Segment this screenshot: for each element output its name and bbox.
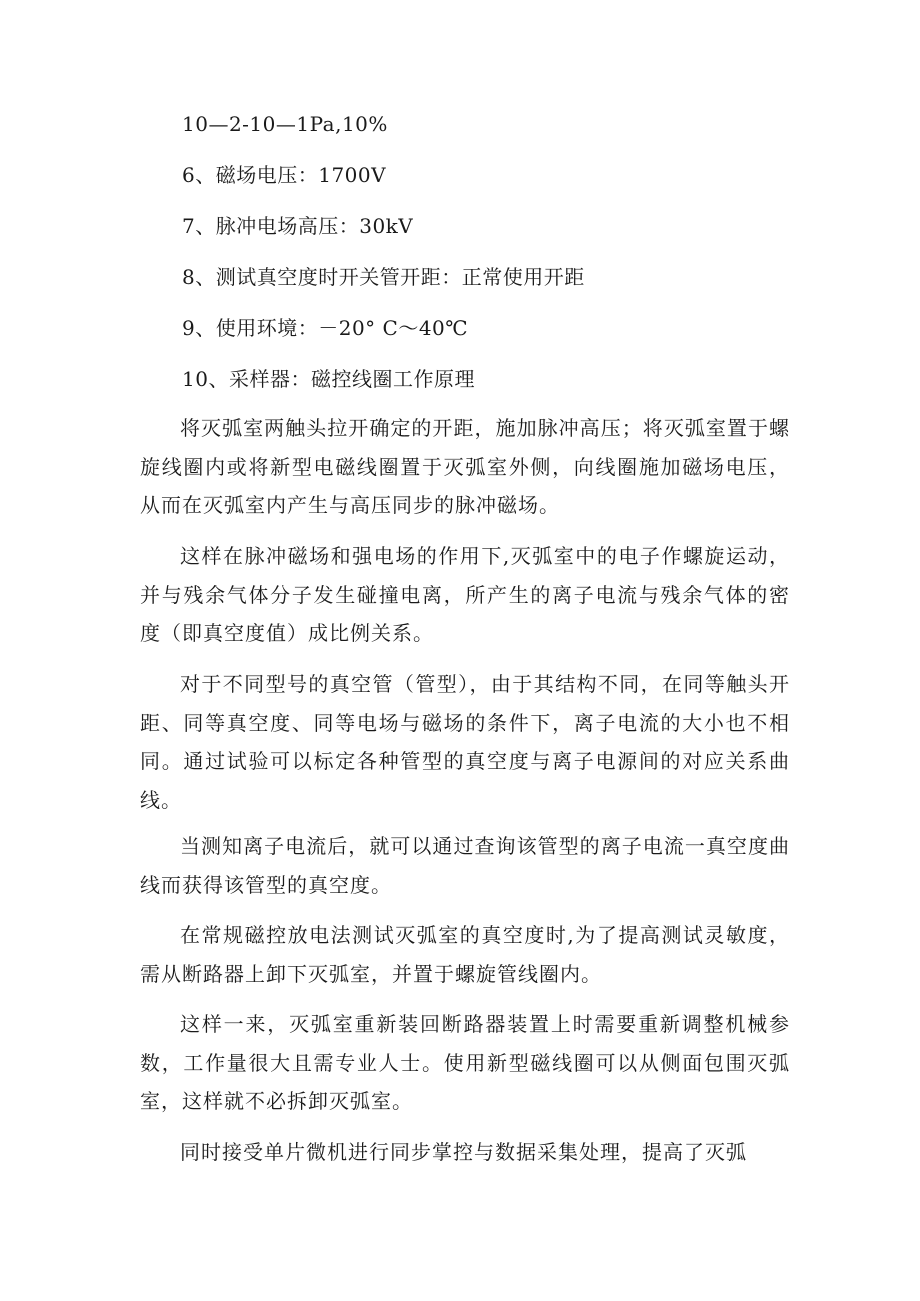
spec-line-environment: 9、使用环境：－20° C～40℃ bbox=[182, 316, 469, 340]
paragraph-lookup-curve: 当测知离子电流后，就可以通过查询该管型的离子电流一真空度曲线而获得该管型的真空度。 bbox=[140, 834, 790, 897]
paragraph-ionization: 这样在脉冲磁场和强电场的作用下,灭弧室中的电子作螺旋运动，并与残余气体分子发生碰撞电离，所产生的离子电流与残余气体的密度（即真空度值）成比例关系。 bbox=[140, 544, 790, 645]
paragraph-tube-types: 对于不同型号的真空管（管型），由于其结构不同，在同等触头开距、同等真空度、同等电场与磁场的条件下，离子电流的大小也不相同。通过试验可以标定各种管型的真空度与离子电源间的对应关系曲线。 bbox=[140, 672, 790, 812]
spec-line-pulse-voltage: 7、脉冲电场高压：30kV bbox=[182, 214, 414, 238]
spec-line-pressure: 10—2-10—1Pa,10% bbox=[182, 112, 388, 136]
spec-line-sampler: 10、采样器：磁控线圈工作原理 bbox=[182, 367, 475, 391]
paragraph-new-coil: 这样一来，灭弧室重新装回断路器装置上时需要重新调整机械参数，工作量很大且需专业人士。使用新型磁线圈可以从侧面包围灭弧室，这样就不必拆卸灭弧室。 bbox=[140, 1012, 790, 1113]
spec-line-magnetic-voltage: 6、磁场电压：1700V bbox=[182, 163, 387, 187]
paragraph-conventional-method: 在常规磁控放电法测试灭弧室的真空度时,为了提高测试灵敏度，需从断路器上卸下灭弧室，并置于螺旋管线圈内。 bbox=[140, 923, 790, 986]
spec-line-contact-gap: 8、测试真空度时开关管开距：正常使用开距 bbox=[182, 265, 585, 289]
paragraph-principle: 将灭弧室两触头拉开确定的开距，施加脉冲高压；将灭弧室置于螺旋线圈内或将新型电磁线圈置于灭弧室外侧，向线圈施加磁场电压，从而在灭弧室内产生与高压同步的脉冲磁场。 bbox=[140, 416, 790, 517]
paragraph-microcontroller: 同时接受单片微机进行同步掌控与数据采集处理，提高了灭弧 bbox=[180, 1140, 747, 1164]
